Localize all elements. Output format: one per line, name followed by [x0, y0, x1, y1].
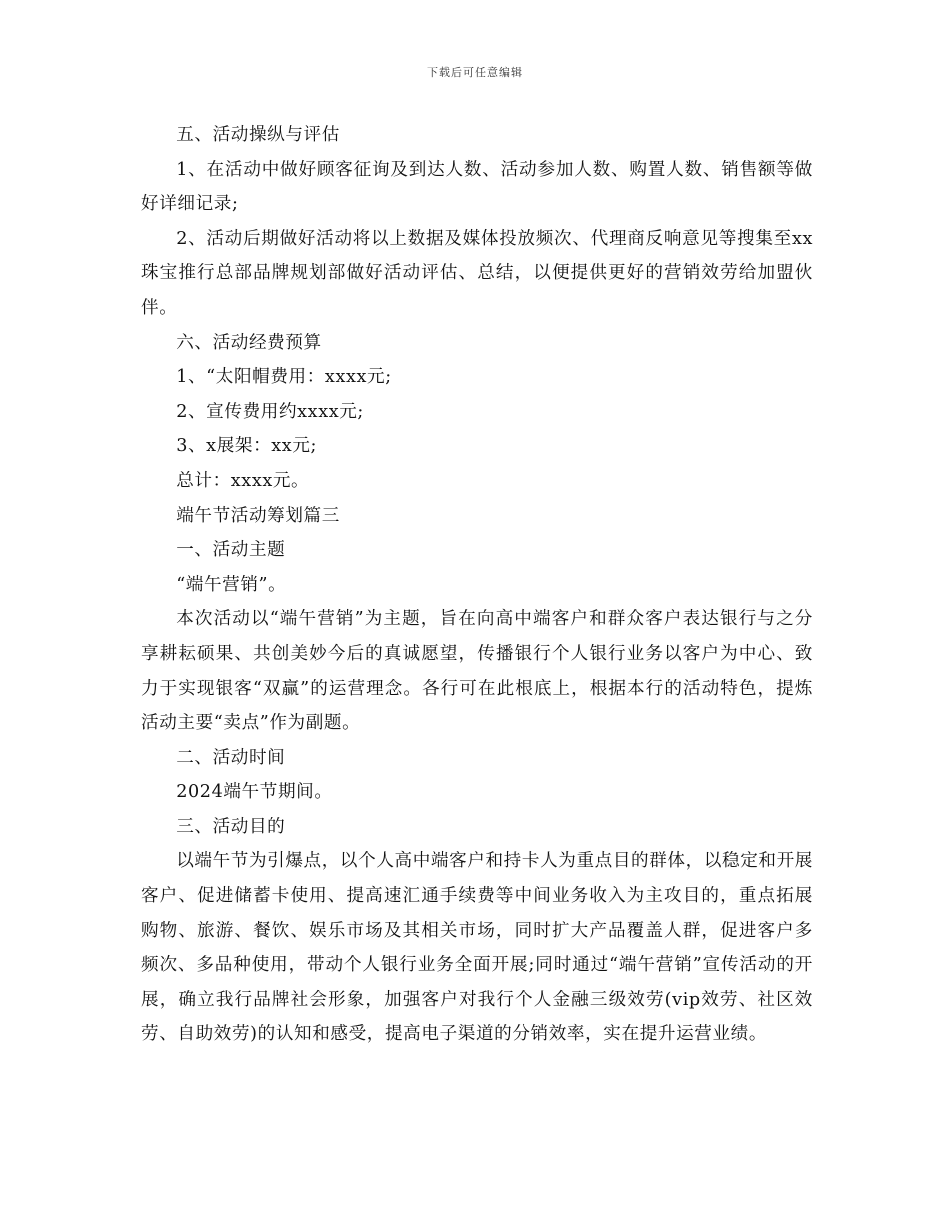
paragraph: 1、在活动中做好顾客征询及到达人数、活动参加人数、购置人数、销售额等做好详细记录; [141, 159, 813, 215]
page-header: 下载后可任意编辑 [427, 66, 523, 79]
total-line: 总计：xxxx元。 [176, 470, 310, 491]
paragraph: 2、活动后期做好活动将以上数据及媒体投放频次、代理商反响意见等搜集至xx珠宝推行总部品牌规划部做好活动评估、总结，以便提供更好的营销效劳给加盟伙伴。 [141, 228, 813, 318]
section-heading: 一、活动主题 [176, 540, 286, 561]
list-item: 3、x展架：xx元; [176, 436, 318, 457]
paragraph: “端午营销”。 [176, 574, 287, 595]
section-heading: 五、活动操纵与评估 [176, 125, 340, 145]
list-item: 2、宣传费用约xxxx元; [176, 401, 364, 422]
section-heading: 二、活动时间 [176, 747, 286, 768]
list-item: 1、“太阳帽费用：xxxx元; [176, 367, 392, 388]
article-title: 端午节活动筹划篇三 [176, 505, 340, 526]
document-body [141, 118, 813, 1052]
paragraph: 2024端午节期间。 [176, 782, 333, 803]
section-heading: 三、活动目的 [176, 816, 286, 837]
section-heading: 六、活动经费预算 [176, 332, 322, 353]
paragraph: 以端午节为引爆点，以个人高中端客户和持卡人为重点目的群体，以稳定和开展客户、促进储蓄卡使用、提高速汇通手续费等中间业务收入为主攻目的，重点拓展购物、旅游、餐饮、娱乐市场及其相关市场，同时扩大产品覆盖人群，促进客户多频次、多品种使用，带动个人银行业务全面开展;同时通过“端午营销”宣传活动的开展，确立我行品牌社会形象，加强客户对我行个人金融三级效劳(vip效劳、社区效劳、自助效劳)的认知和感受，提高电子渠道的分销效率，实在提升运营业绩。 [141, 851, 813, 1045]
paragraph: 本次活动以“端午营销”为主题，旨在向高中端客户和群众客户表达银行与之分享耕耘硕果、共创美妙今后的真诚愿望，传播银行个人银行业务以客户为中心、致力于实现银客“双赢”的运营理念。各行可在此根底上，根据本行的活动特色，提炼活动主要“卖点”作为副题。 [141, 609, 813, 734]
